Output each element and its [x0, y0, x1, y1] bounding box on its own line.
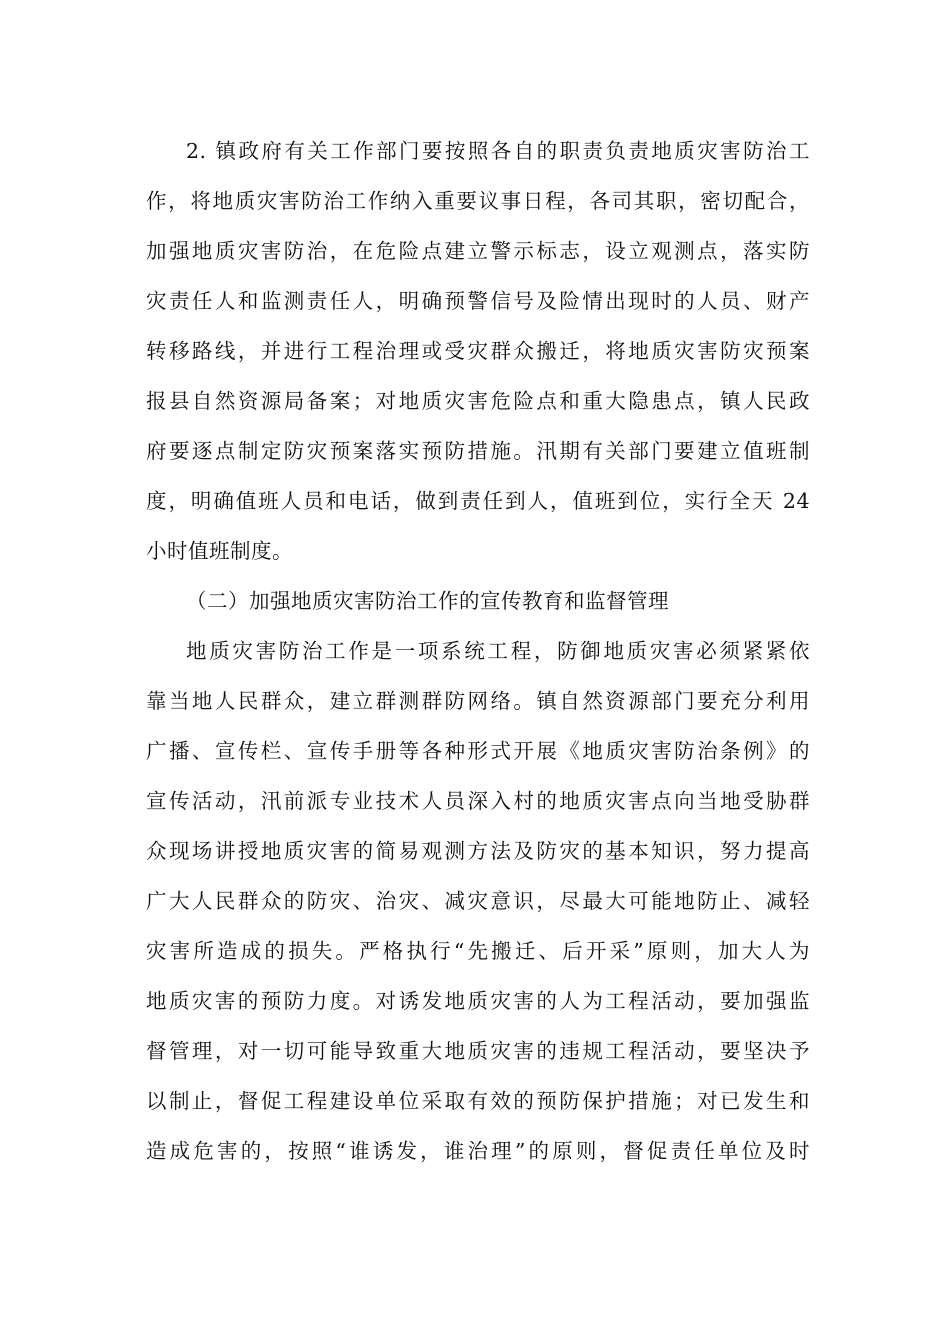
paragraph-2-line-8: 地质灾害的预防力度。对诱发地质灾害的人为工程活动，要加强监 [146, 989, 810, 1013]
paragraph-1-line-5: 转移路线，并进行工程治理或受灾群众搬迁，将地质灾害防灾预案 [146, 339, 810, 363]
paragraph-2-line-2: 靠当地人民群众，建立群测群防网络。镇自然资源部门要充分利用 [146, 689, 810, 713]
paragraph-1-line-2: 作，将地质灾害防治工作纳入重要议事日程，各司其职，密切配合， [146, 189, 810, 213]
paragraph-2-line-3: 广播、宣传栏、宣传手册等各种形式开展《地质灾害防治条例》的 [146, 739, 810, 763]
paragraph-1-line-6: 报县自然资源局备案；对地质灾害危险点和重大隐患点，镇人民政 [146, 389, 810, 413]
paragraph-2-line-4: 宣传活动，汛前派专业技术人员深入村的地质灾害点向当地受胁群 [146, 789, 810, 813]
paragraph-2-line-6: 广大人民群众的防灾、治灾、减灾意识，尽最大可能地防止、减轻 [146, 889, 810, 913]
paragraph-2-line-5: 众现场讲授地质灾害的简易观测方法及防灾的基本知识，努力提高 [146, 839, 810, 863]
paragraph-1-line-4: 灾责任人和监测责任人，明确预警信号及险情出现时的人员、财产 [146, 289, 810, 313]
paragraph-1-line-3: 加强地质灾害防治，在危险点建立警示标志，设立观测点，落实防 [146, 239, 810, 263]
paragraph-2-line-9: 督管理，对一切可能导致重大地质灾害的违规工程活动，要坚决予 [146, 1039, 810, 1063]
paragraph-2-line-11: 造成危害的，按照“谁诱发，谁治理”的原则，督促责任单位及时 [146, 1139, 810, 1163]
section-heading: （二）加强地质灾害防治工作的宣传教育和监督管理 [186, 589, 669, 613]
paragraph-2-line-10: 以制止，督促工程建设单位采取有效的预防保护措施；对已发生和 [146, 1089, 810, 1113]
paragraph-2-line-7: 灾害所造成的损失。严格执行“先搬迁、后开采”原则，加大人为 [146, 939, 810, 963]
paragraph-1-line-9: 小时值班制度。 [146, 539, 293, 563]
paragraph-1-line-1: 2. 镇政府有关工作部门要按照各自的职责负责地质灾害防治工 [186, 139, 810, 163]
paragraph-2-line-1: 地质灾害防治工作是一项系统工程，防御地质灾害必须紧紧依 [186, 639, 810, 663]
paragraph-1-line-7: 府要逐点制定防灾预案落实预防措施。汛期有关部门要建立值班制 [146, 439, 810, 463]
paragraph-1-line-8: 度，明确值班人员和电话，做到责任到人，值班到位，实行全天 24 [146, 489, 810, 513]
